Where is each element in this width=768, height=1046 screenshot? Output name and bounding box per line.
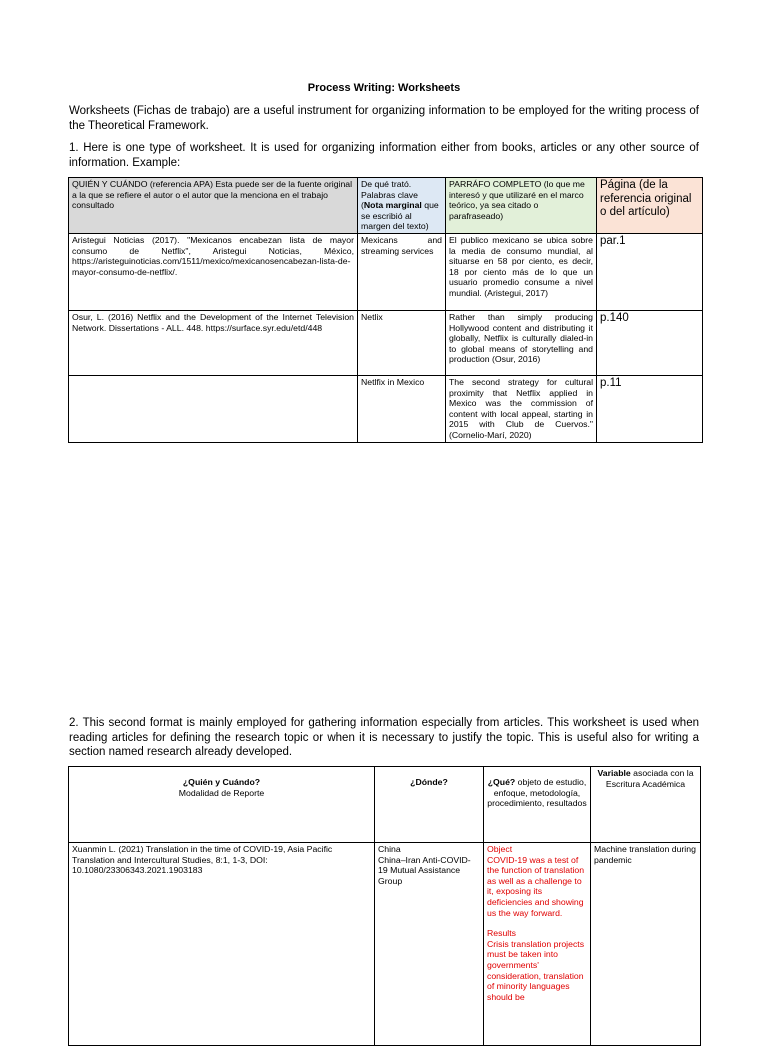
page-cell: par.1 (597, 233, 703, 310)
header-page: Página (de la referencia original o del artículo) (597, 178, 703, 234)
variable-cell: Machine translation during pandemic (591, 843, 701, 1046)
page-title: Process Writing: Worksheets (307, 82, 461, 94)
header-paragraph: PARRÁFO COMPLETO (lo que me interesó y que utilizaré en el marco teórico, ya sea citado o parafraseado) (446, 178, 597, 234)
reference-cell: Xuanmin L. (2021) Translation in the time of COVID-19, Asia Pacific Translation and Intercultural Studies, 8:1, 1-3, DOI: 10.1080/23306343.2021.1903183 (69, 843, 375, 1046)
reference-cell: Osur, L. (2016) Netflix and the Development of the Internet Television Network. Dissertations - ALL. 448. https://surface.syr.edu/etd/448 (69, 310, 358, 375)
topic-cell: Mexicans and streaming services (358, 233, 446, 310)
paragraph-cell: Rather than simply producing Hollywood content and distributing it globally, Netflix is culturally dialed-in to global means of storytelling and production (Osur, 2016) (446, 310, 597, 375)
header-who-when: ¿Quién y Cuándo? Modalidad de Reporte (69, 767, 375, 843)
intro-paragraph: Worksheets (Fichas de trabajo) are a useful instrument for organizing information to be employed for the writing process of the Theoretical Framework. (69, 105, 699, 132)
reference-cell (69, 375, 358, 442)
reference-cell: Aristegui Noticias (2017). "Mexicanos encabezan lista de mayor consumo de Netflix", Aristegui Noticias, México, https://aristeguinoticias.com/1511/mexico/mexicanosencabezan-lista-de-mayor-consumo-de-netflix/. (69, 233, 358, 310)
paragraph-cell: El publico mexicano se ubica sobre la media de consumo mundial, al situarse en 58 por ciento, es decir, 18 por ciento más de lo que un usuario promedio consume a nivel mundial. (Aristegui, 2017) (446, 233, 597, 310)
topic-cell: Netlfix in Mexico (358, 375, 446, 442)
worksheet-table-2 (68, 766, 701, 1046)
table-row (69, 310, 703, 375)
paragraph-cell: The second strategy for cultural proximity that Netflix applied in Mexico was the commission of content with local appeal, starting in 2015 with Club de Cuervos." (Cornelio-Marí, 2020) (446, 375, 597, 442)
point-1-paragraph: 1. Here is one type of worksheet. It is used for organizing information either from books, articles or any other source of information. Example: (69, 142, 699, 169)
header-topic: De qué trató. Palabras clave (Nota marginal que se escribió al margen del texto) (358, 178, 446, 234)
table-row (69, 843, 701, 1046)
header-who-when: QUIÉN Y CUÁNDO (referencia APA) Esta puede ser de la fuente original a la que se refiere el autor o el autor que la menciona en el trabajo consultado (69, 178, 358, 234)
header-what: ¿Qué? objeto de estudio, enfoque, metodología, procedimiento, resultados (484, 767, 591, 843)
table-header-row (69, 767, 701, 843)
table-row (69, 375, 703, 442)
page-cell: p.11 (597, 375, 703, 442)
what-cell: Object COVID-19 was a test of the function of translation as well as a challenge to it, exposing its deficiencies and showing us the way forward. Results Crisis translation projects must be taken into governments' consideration, translation of minority languages should be (484, 843, 591, 1046)
where-cell: China China–Iran Anti-COVID-19 Mutual Assistance Group (375, 843, 484, 1046)
topic-cell: Netlix (358, 310, 446, 375)
header-variable: Variable asociada con la Escritura Académica (591, 767, 701, 843)
point-2-paragraph: 2. This second format is mainly employed for gathering information especially from articles. This worksheet is used when reading articles for defining the research topic or when it is necessary to justify the topic. This is useful also for writing a section named research already developed. (69, 717, 699, 758)
header-where: ¿Dónde? (375, 767, 484, 843)
worksheet-table-1 (68, 177, 703, 443)
table-header-row (69, 178, 703, 234)
table-row (69, 233, 703, 310)
page-cell: p.140 (597, 310, 703, 375)
